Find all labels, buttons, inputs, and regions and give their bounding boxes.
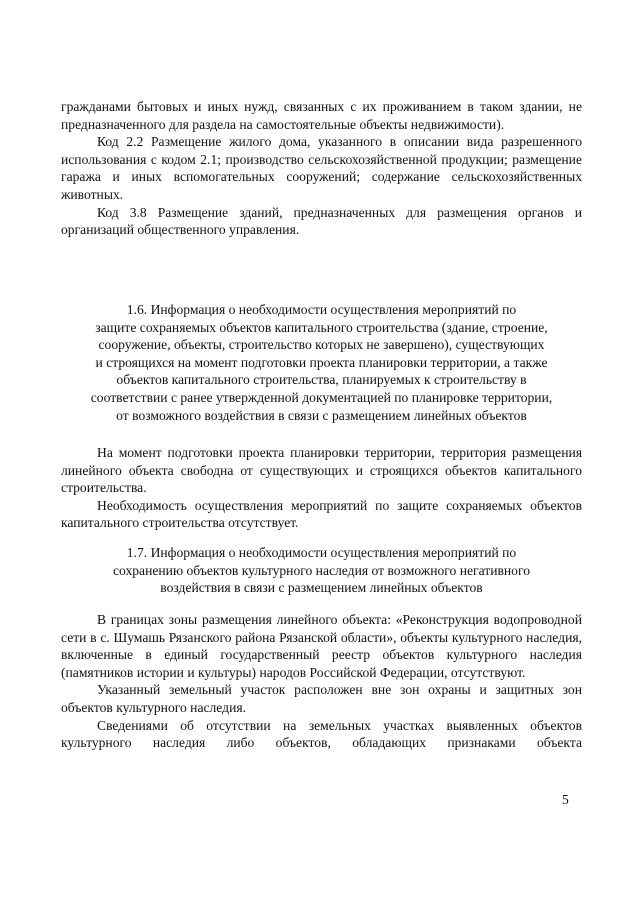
paragraph-protection-not-needed: Необходимость осуществления мероприятий по защите сохраняемых объектов капитального строительства отсутствует. (61, 497, 582, 531)
heading-line: 1.7. Информация о необходимости осуществления мероприятий по (126, 545, 517, 560)
paragraph-code-3-8: Код 3.8 Размещение зданий, предназначенных для размещения органов и организаций общественного управления. (61, 204, 582, 238)
paragraph-territory-free: На момент подготовки проекта планировки территории, территория размещения линейного объекта свободна от существующих и строящихся объектов капитального строительства. (61, 445, 582, 496)
page-number: 5 (562, 792, 569, 807)
section-1-7-body (61, 611, 582, 752)
heading-line: объектов капитального строительства, планируемых к строительству в (116, 372, 527, 388)
heading-line: соответствии с ранее утвержденной документацией по планировке территории, (90, 389, 553, 405)
section-1-6-heading (61, 301, 582, 424)
section-1-6-body (61, 444, 582, 532)
paragraph-code-2-2: Код 2.2 Размещение жилого дома, указанного в описании вида разрешенного использования с кодом 2.1; производство сельскохозяйственной продукции; размещение гаража и иных вспомогательных сооружений; содержание сельскохозяйственных животных. (61, 134, 582, 202)
paragraph-cultural-heritage: В границах зоны размещения линейного объекта: «Реконструкция водопроводной сети в с. Шумашь Рязанского района Рязанской области», объекты культурного наследия, включенные в единый государственный реестр объектов культурного наследия (памятников истории и культуры) народов Российской Федерации, отсутствуют. (61, 612, 582, 680)
paragraph-land-plot: Указанный земельный участок расположен вне зон охраны и защитных зон объектов культурного наследия. (61, 682, 582, 715)
heading-line: сохранению объектов культурного наследия от возможного негативного (112, 562, 531, 578)
section-1-7-heading (61, 544, 582, 597)
heading-line: и строящихся на момент подготовки проекта планировки территории, а также (95, 354, 548, 370)
paragraph-absence-info: Сведениями об отсутствии на земельных участках выявленных объектов культурного наследия либо объектов, обладающих признаками объекта (61, 717, 582, 751)
top-text-block (61, 98, 582, 239)
heading-line: защите сохраняемых объектов капитального строительства (здание, строение, (95, 319, 548, 335)
heading-line: сооружение, объекты, строительство которых не завершено), существующих (98, 337, 545, 353)
heading-line: воздействия в связи с размещением линейных объектов (160, 580, 483, 596)
heading-line: 1.6. Информация о необходимости осуществления мероприятий по (126, 302, 517, 317)
heading-line: от возможного воздействия в связи с размещением линейных объектов (116, 407, 527, 423)
paragraph-continuation: гражданами бытовых и иных нужд, связанных с их проживанием в таком здании, не предназначенного для раздела на самостоятельные объекты недвижимости). (61, 99, 582, 132)
